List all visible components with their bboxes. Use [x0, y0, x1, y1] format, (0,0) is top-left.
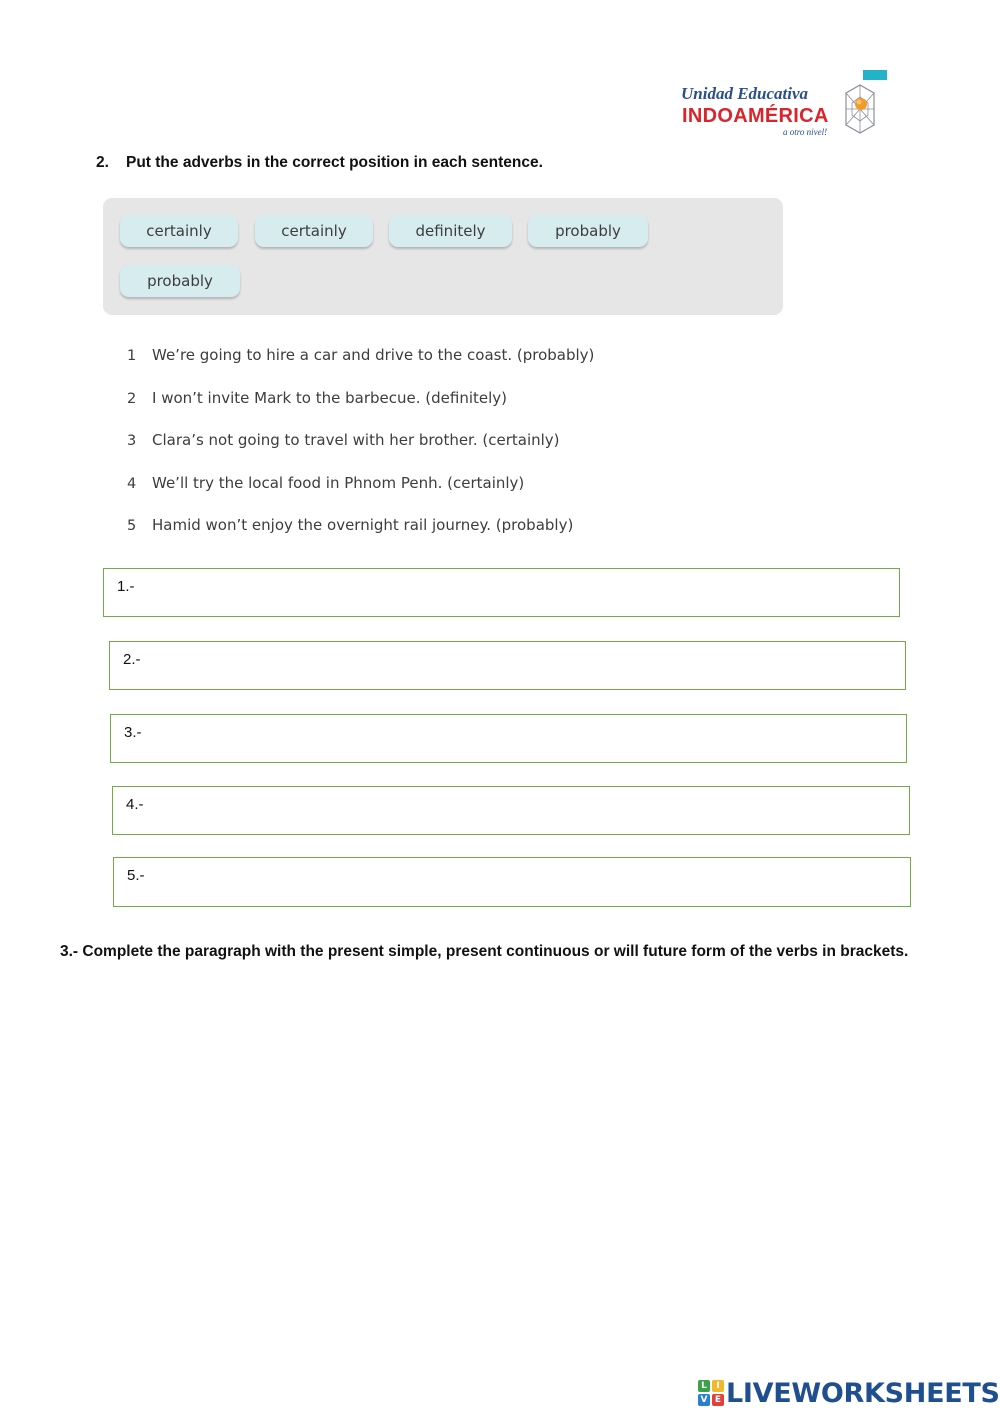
sentence-number: 3: [127, 433, 137, 449]
answer-label: 4.-: [126, 796, 144, 813]
word-chip[interactable]: definitely: [389, 215, 512, 247]
word-chip[interactable]: probably: [528, 215, 648, 247]
answer-label: 5.-: [127, 867, 145, 884]
sentence-item: [127, 346, 594, 364]
sentence-text: Clara’s not going to travel with her brother. (certainly): [152, 431, 560, 449]
sentence-number: 4: [127, 476, 137, 492]
icon-letter: V: [698, 1394, 710, 1406]
exercise2-instruction: Put the adverbs in the correct position in each sentence.: [126, 154, 543, 171]
answer-field-5[interactable]: [113, 857, 911, 907]
word-bank: [103, 198, 783, 315]
icon-letter: E: [712, 1394, 724, 1406]
sentence-item: [127, 389, 507, 407]
logo-accent-bar: [863, 70, 887, 80]
liveworksheets-icon: [698, 1380, 724, 1406]
logo-emblem-icon: [844, 83, 876, 135]
sentence-number: 5: [127, 518, 137, 534]
word-chip[interactable]: certainly: [120, 215, 238, 247]
icon-letter: I: [712, 1380, 724, 1392]
sentence-item: [127, 431, 560, 449]
logo-line1: Unidad Educativa: [681, 84, 809, 103]
answer-field-3[interactable]: [110, 714, 907, 763]
answer-label: 2.-: [123, 651, 141, 668]
school-logo: [678, 68, 890, 140]
sentence-text: I won’t invite Mark to the barbecue. (definitely): [152, 389, 508, 407]
word-chip[interactable]: probably: [120, 265, 240, 297]
answer-field-4[interactable]: [112, 786, 910, 835]
sentence-text: Hamid won’t enjoy the overnight rail journey. (probably): [152, 516, 574, 534]
answer-field-1[interactable]: [103, 568, 900, 617]
liveworksheets-brand: LIVEWORKSHEETS: [726, 1377, 1000, 1409]
sentence-item: [127, 516, 573, 534]
sentence-number: 2: [127, 391, 137, 407]
sentence-item: [127, 474, 524, 492]
logo-tagline: a otro nivel!: [783, 127, 828, 137]
word-chip[interactable]: certainly: [255, 215, 373, 247]
logo-line2: INDOAMÉRICA: [682, 105, 829, 127]
sentence-text: We’ll try the local food in Phnom Penh. (certainly): [152, 474, 525, 492]
icon-letter: L: [698, 1380, 710, 1392]
answer-label: 3.-: [124, 724, 142, 741]
sentence-text: We’re going to hire a car and drive to the coast. (probably): [152, 346, 595, 364]
sentence-number: 1: [127, 348, 137, 364]
exercise2-heading: [96, 154, 543, 172]
answer-label: 1.-: [117, 578, 135, 595]
answer-field-2[interactable]: [109, 641, 906, 690]
liveworksheets-logo: [698, 1376, 1000, 1410]
exercise2-number: 2.: [96, 154, 109, 171]
exercise3-heading: 3.- Complete the paragraph with the present simple, present continuous or will future form of the verbs in brackets.: [60, 943, 909, 960]
